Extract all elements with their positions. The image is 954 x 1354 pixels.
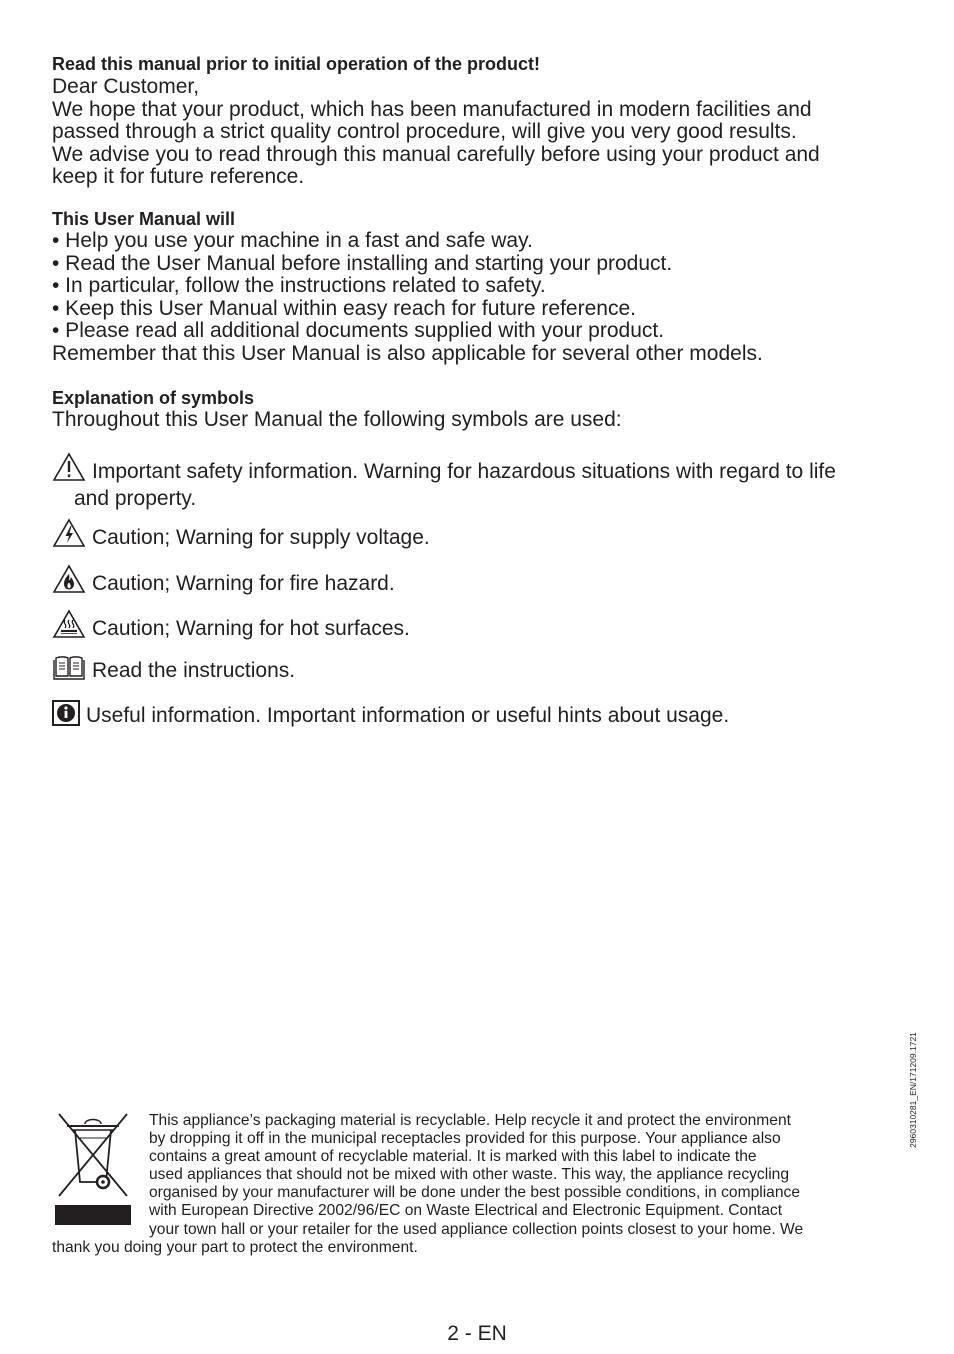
symbol-row-safety xyxy=(52,452,836,510)
symbol-text: Important safety information. Warning for hazardous situations with regard to life xyxy=(92,460,836,483)
symbol-row-read xyxy=(52,655,295,686)
recycling-line: organised by your manufacturer will be done under the best possible conditions, in compliance xyxy=(149,1184,800,1202)
symbol-text: Caution; Warning for supply voltage. xyxy=(92,526,430,549)
manual-will-heading: This User Manual will xyxy=(52,209,236,229)
symbol-text: Useful information. Important information or useful hints about usage. xyxy=(86,704,730,727)
intro-line: Dear Customer, xyxy=(52,75,200,98)
bullet-item: • In particular, follow the instructions related to safety. xyxy=(52,274,546,298)
fire-hazard-icon xyxy=(52,564,86,599)
crossed-out-bin-icon xyxy=(55,1112,131,1200)
recycling-paragraph xyxy=(149,1112,803,1239)
info-icon xyxy=(52,700,80,731)
recycling-line: your town hall or your retailer for the used appliance collection points closest to your home. We xyxy=(149,1220,804,1238)
intro-paragraph xyxy=(52,76,820,189)
recycling-line: with European Directive 2002/96/EC on Waste Electrical and Electronic Equipment. Contact xyxy=(149,1202,783,1220)
book-icon xyxy=(52,655,86,686)
models-note: Remember that this User Manual is also applicable for several other models. xyxy=(52,341,763,365)
intro-line: passed through a strict quality control procedure, will give you very good results. xyxy=(52,120,797,144)
manual-will-list xyxy=(52,230,763,366)
recycling-line: contains a great amount of recyclable material. It is marked with this label to indicate the xyxy=(149,1148,757,1166)
symbol-row-info xyxy=(52,700,729,731)
page-number: 2 - EN xyxy=(447,1322,507,1345)
bullet-item: • Read the User Manual before installing and starting your product. xyxy=(52,251,673,275)
recycling-line: by dropping it off in the municipal receptacles provided for this purpose. Your appliance also xyxy=(149,1130,781,1148)
intro-line: We advise you to read through this manual carefully before using your product and xyxy=(52,142,820,166)
symbol-text: Caution; Warning for hot surfaces. xyxy=(92,617,410,640)
symbol-text: Caution; Warning for fire hazard. xyxy=(92,572,395,595)
intro-line: keep it for future reference. xyxy=(52,165,305,189)
symbols-heading: Explanation of symbols xyxy=(52,388,255,408)
warning-triangle-icon xyxy=(52,452,86,487)
electric-shock-icon xyxy=(52,518,86,553)
bullet-item: • Keep this User Manual within easy reach for future reference. xyxy=(52,296,636,320)
intro-heading: Read this manual prior to initial operation of the product! xyxy=(52,54,541,74)
symbols-intro: Throughout this User Manual the following symbols are used: xyxy=(52,408,622,431)
intro-line: We hope that your product, which has been manufactured in modern facilities and xyxy=(52,97,812,121)
recycling-line: This appliance’s packaging material is recyclable. Help recycle it and protect the environment xyxy=(149,1112,791,1129)
bullet-item: • Please read all additional documents supplied with your product. xyxy=(52,319,665,343)
symbol-row-hot-surface xyxy=(52,609,410,644)
hot-surface-icon xyxy=(52,609,86,644)
recycle-label-bar xyxy=(55,1205,131,1225)
symbol-text-continued: and property. xyxy=(74,487,197,510)
symbol-row-voltage xyxy=(52,518,430,553)
symbol-text: Read the instructions. xyxy=(92,659,296,682)
symbol-row-fire xyxy=(52,564,395,599)
recycling-line: used appliances that should not be mixed with other waste. This way, the appliance recycling xyxy=(149,1166,789,1184)
recycling-last-line: thank you doing your part to protect the environment. xyxy=(52,1239,418,1256)
document-code-text: 2960310281_EN/171209.1721 xyxy=(908,1032,918,1148)
document-code xyxy=(903,1020,923,1160)
bullet-item: • Help you use your machine in a fast and safe way. xyxy=(52,229,533,252)
